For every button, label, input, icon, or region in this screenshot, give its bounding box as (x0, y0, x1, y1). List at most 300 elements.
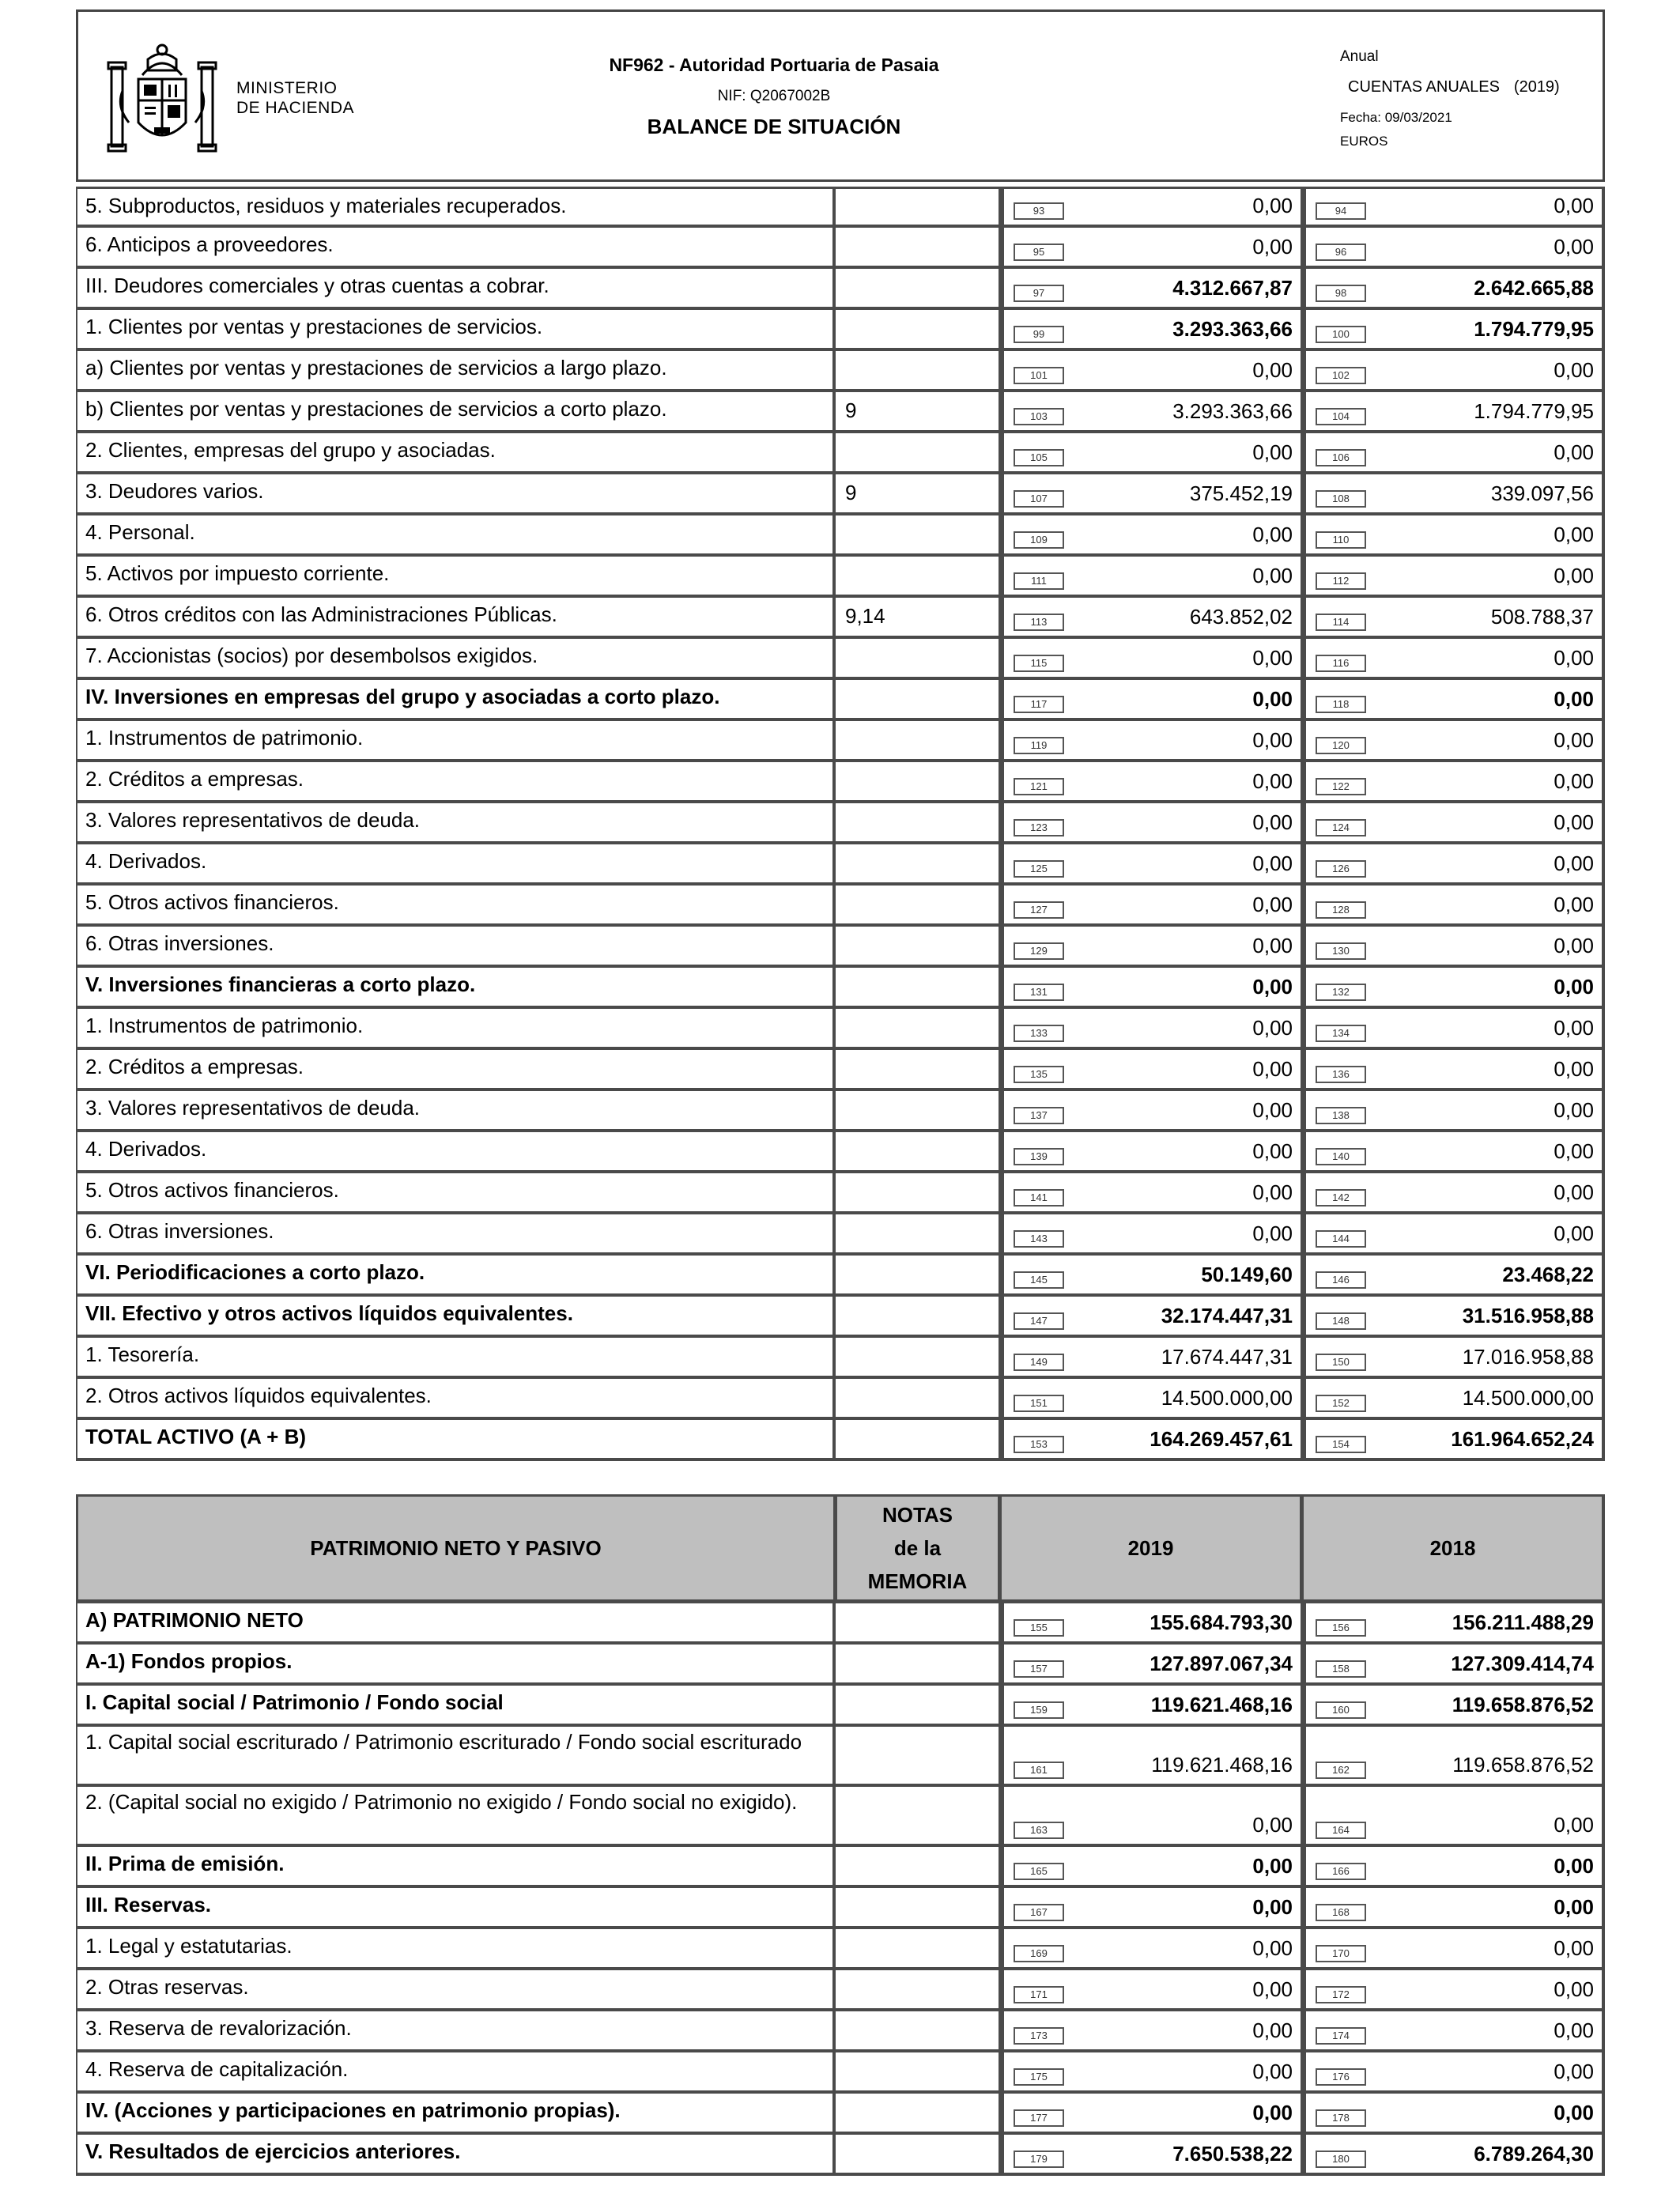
field-code: 156 (1316, 1619, 1366, 1637)
field-code: 170 (1316, 1945, 1366, 1962)
field-code: 105 (1014, 449, 1064, 466)
value-cell-current (1000, 1173, 1302, 1214)
value-cell-current (1000, 639, 1302, 680)
value-cell-previous (1302, 598, 1605, 639)
amount-previous: 0,00 (1554, 2101, 1594, 2124)
value-cell-current (1000, 187, 1302, 228)
table-row (76, 2094, 1605, 2135)
row-note (832, 310, 1000, 351)
row-label: II. Prima de emisión. (76, 1847, 832, 1888)
table-row (76, 2011, 1605, 2052)
amount-previous: 0,00 (1554, 687, 1594, 711)
value-cell-previous (1302, 557, 1605, 598)
value-cell-previous (1302, 474, 1605, 515)
field-code: 117 (1014, 696, 1064, 713)
amount-previous: 127.309.414,74 (1451, 1652, 1594, 1675)
row-label: 4. Derivados. (76, 844, 832, 886)
amount-current: 164.269.457,61 (1150, 1427, 1293, 1451)
amount-previous: 0,00 (1554, 810, 1594, 834)
row-note (832, 1379, 1000, 1420)
value-cell-previous (1302, 680, 1605, 721)
amount-previous: 6.789.264,30 (1474, 2142, 1594, 2166)
row-label: 6. Otras inversiones. (76, 927, 832, 968)
row-note (832, 433, 1000, 474)
row-label: 2. Clientes, empresas del grupo y asociadas. (76, 433, 832, 474)
field-code: 165 (1014, 1863, 1064, 1880)
value-cell-current (1000, 1603, 1302, 1645)
field-code: 100 (1316, 326, 1366, 343)
value-cell-previous (1302, 844, 1605, 886)
value-cell-previous (1302, 351, 1605, 392)
row-label: III. Deudores comerciales y otras cuentas a cobrar. (76, 269, 832, 310)
row-note (832, 968, 1000, 1009)
row-label: a) Clientes por ventas y prestaciones de servicios a largo plazo. (76, 351, 832, 392)
amount-current: 375.452,19 (1189, 481, 1293, 505)
amount-previous: 0,00 (1554, 2060, 1594, 2083)
row-note (832, 1686, 1000, 1727)
field-code: 124 (1316, 819, 1366, 836)
amount-current: 0,00 (1252, 769, 1293, 793)
table-row (76, 1050, 1605, 1091)
header-section-label: PATRIMONIO NETO Y PASIVO (76, 1494, 836, 1603)
amount-current: 0,00 (1252, 564, 1293, 587)
field-code: 178 (1316, 2109, 1366, 2127)
amount-previous: 0,00 (1554, 1813, 1594, 1837)
header-year-current: 2019 (1000, 1494, 1302, 1603)
row-note (832, 1297, 1000, 1338)
field-code: 171 (1014, 1986, 1064, 2003)
row-note (832, 1173, 1000, 1214)
value-cell-current (1000, 680, 1302, 721)
value-cell-previous (1302, 1338, 1605, 1379)
field-code: 159 (1014, 1701, 1064, 1719)
row-note (832, 927, 1000, 968)
currency-unit: EUROS (1340, 134, 1388, 149)
row-note (832, 1888, 1000, 1929)
table-row (76, 886, 1605, 927)
amount-current: 0,00 (1252, 194, 1293, 217)
amount-previous: 0,00 (1554, 975, 1594, 999)
field-code: 152 (1316, 1395, 1366, 1412)
field-code: 144 (1316, 1230, 1366, 1248)
field-code: 157 (1014, 1660, 1064, 1678)
amount-previous: 0,00 (1554, 194, 1594, 217)
row-note (832, 1420, 1000, 1461)
field-code: 151 (1014, 1395, 1064, 1412)
value-cell-previous (1302, 1603, 1605, 1645)
row-label: 1. Capital social escriturado / Patrimonio escriturado / Fondo social escriturado (76, 1727, 832, 1787)
field-code: 142 (1316, 1189, 1366, 1207)
row-note (832, 1214, 1000, 1256)
field-code: 133 (1014, 1025, 1064, 1042)
field-code: 122 (1316, 778, 1366, 795)
row-label: 1. Instrumentos de patrimonio. (76, 721, 832, 762)
amount-previous: 0,00 (1554, 646, 1594, 670)
amount-previous: 0,00 (1554, 440, 1594, 464)
value-cell-current (1000, 1787, 1302, 1847)
row-note (832, 1132, 1000, 1173)
value-cell-previous (1302, 886, 1605, 927)
value-cell-current (1000, 1297, 1302, 1338)
value-cell-current (1000, 557, 1302, 598)
field-code: 161 (1014, 1762, 1064, 1779)
entity-name: NF962 - Autoridad Portuaria de Pasaia (609, 55, 939, 75)
amount-previous: 1.794.779,95 (1474, 317, 1594, 341)
field-code: 174 (1316, 2027, 1366, 2045)
table-row (76, 1603, 1605, 1645)
field-code: 148 (1316, 1312, 1366, 1330)
table-row (76, 1132, 1605, 1173)
field-code: 106 (1316, 449, 1366, 466)
row-note (832, 2011, 1000, 2052)
amount-current: 0,00 (1252, 1057, 1293, 1081)
row-label: 1. Legal y estatutarias. (76, 1929, 832, 1970)
table-row (76, 1297, 1605, 1338)
row-label: 2. Otras reservas. (76, 1970, 832, 2011)
amount-current: 0,00 (1252, 1180, 1293, 1204)
field-code: 126 (1316, 860, 1366, 878)
row-note (832, 515, 1000, 557)
row-note (832, 1091, 1000, 1132)
value-cell-current (1000, 1847, 1302, 1888)
row-note (832, 351, 1000, 392)
value-cell-current (1000, 2094, 1302, 2135)
field-code: 108 (1316, 490, 1366, 508)
value-cell-current (1000, 1132, 1302, 1173)
field-code: 155 (1014, 1619, 1064, 1637)
row-label: A) PATRIMONIO NETO (76, 1603, 832, 1645)
amount-current: 643.852,02 (1189, 605, 1293, 629)
row-label: 1. Tesorería. (76, 1338, 832, 1379)
row-label: TOTAL ACTIVO (A + B) (76, 1420, 832, 1461)
amount-previous: 0,00 (1554, 1180, 1594, 1204)
amount-previous: 31.516.958,88 (1462, 1304, 1594, 1327)
value-cell-current (1000, 1420, 1302, 1461)
field-code: 102 (1316, 367, 1366, 384)
amount-previous: 1.794.779,95 (1474, 399, 1594, 423)
amount-previous: 339.097,56 (1490, 481, 1594, 505)
amount-previous: 0,00 (1554, 1057, 1594, 1081)
value-cell-previous (1302, 1009, 1605, 1050)
value-cell-previous (1302, 433, 1605, 474)
field-code: 95 (1014, 244, 1064, 261)
amount-current: 0,00 (1252, 1139, 1293, 1163)
value-cell-current (1000, 269, 1302, 310)
table-row (76, 474, 1605, 515)
row-note (832, 228, 1000, 269)
amount-previous: 0,00 (1554, 1098, 1594, 1122)
table-row (76, 1888, 1605, 1929)
amount-previous: 0,00 (1554, 769, 1594, 793)
amount-current: 0,00 (1252, 358, 1293, 382)
amount-current: 0,00 (1252, 1854, 1293, 1878)
field-code: 134 (1316, 1025, 1366, 1042)
value-cell-previous (1302, 515, 1605, 557)
row-label: 4. Personal. (76, 515, 832, 557)
row-note (832, 1603, 1000, 1645)
value-cell-current (1000, 598, 1302, 639)
amount-current: 127.897.067,34 (1150, 1652, 1293, 1675)
amount-previous: 0,00 (1554, 1016, 1594, 1040)
row-label: 4. Reserva de capitalización. (76, 2052, 832, 2094)
amount-previous: 0,00 (1554, 2018, 1594, 2042)
field-code: 176 (1316, 2068, 1366, 2086)
row-label: VI. Periodificaciones a corto plazo. (76, 1256, 832, 1297)
field-code: 119 (1014, 737, 1064, 754)
ministry-name: MINISTERIO DE HACIENDA (236, 79, 355, 117)
amount-current: 0,00 (1252, 646, 1293, 670)
field-code: 99 (1014, 326, 1064, 343)
row-note (832, 2052, 1000, 2094)
row-note: 9 (832, 474, 1000, 515)
field-code: 145 (1014, 1271, 1064, 1289)
field-code: 136 (1316, 1066, 1366, 1083)
report-label: CUENTAS ANUALES (2019) (1348, 78, 1560, 96)
row-label: 1. Instrumentos de patrimonio. (76, 1009, 832, 1050)
field-code: 154 (1316, 1436, 1366, 1453)
amount-current: 0,00 (1252, 1098, 1293, 1122)
table-row (76, 515, 1605, 557)
row-label: 2. Créditos a empresas. (76, 762, 832, 803)
table-row (76, 1727, 1605, 1787)
row-label: 2. Créditos a empresas. (76, 1050, 832, 1091)
field-code: 179 (1014, 2151, 1064, 2168)
table-row (76, 2052, 1605, 2094)
amount-current: 32.174.447,31 (1161, 1304, 1293, 1327)
field-code: 123 (1014, 819, 1064, 836)
table-row (76, 1338, 1605, 1379)
row-label: 5. Otros activos financieros. (76, 886, 832, 927)
value-cell-current (1000, 392, 1302, 433)
amount-previous: 0,00 (1554, 934, 1594, 957)
value-cell-previous (1302, 1645, 1605, 1686)
table-row (76, 1420, 1605, 1461)
amount-current: 0,00 (1252, 1222, 1293, 1245)
value-cell-current (1000, 2011, 1302, 2052)
field-code: 150 (1316, 1354, 1366, 1371)
amount-previous: 0,00 (1554, 235, 1594, 259)
table-row (76, 762, 1605, 803)
table-row (76, 228, 1605, 269)
row-label: 6. Otras inversiones. (76, 1214, 832, 1256)
amount-current: 7.650.538,22 (1172, 2142, 1293, 2166)
row-note (832, 269, 1000, 310)
value-cell-previous (1302, 1727, 1605, 1787)
value-cell-current (1000, 1214, 1302, 1256)
amount-current: 0,00 (1252, 2060, 1293, 2083)
value-cell-current (1000, 1009, 1302, 1050)
amount-current: 155.684.793,30 (1150, 1611, 1293, 1634)
value-cell-previous (1302, 2011, 1605, 2052)
row-note (832, 680, 1000, 721)
field-code: 166 (1316, 1863, 1366, 1880)
value-cell-previous (1302, 1256, 1605, 1297)
value-cell-previous (1302, 1379, 1605, 1420)
amount-current: 0,00 (1252, 2018, 1293, 2042)
value-cell-current (1000, 228, 1302, 269)
amount-previous: 508.788,37 (1490, 605, 1594, 629)
amount-current: 0,00 (1252, 1936, 1293, 1960)
row-label: 7. Accionistas (socios) por desembolsos exigidos. (76, 639, 832, 680)
field-code: 175 (1014, 2068, 1064, 2086)
row-label: V. Inversiones financieras a corto plazo. (76, 968, 832, 1009)
row-label: 2. (Capital social no exigido / Patrimonio no exigido / Fondo social no exigido). (76, 1787, 832, 1847)
amount-current: 0,00 (1252, 810, 1293, 834)
value-cell-previous (1302, 187, 1605, 228)
equity-rows (76, 1603, 1605, 2176)
report-header (76, 9, 1605, 182)
value-cell-previous (1302, 1173, 1605, 1214)
field-code: 97 (1014, 285, 1064, 302)
value-cell-current (1000, 803, 1302, 844)
table-row (76, 1929, 1605, 1970)
header-year-previous: 2018 (1302, 1494, 1605, 1603)
value-cell-previous (1302, 1686, 1605, 1727)
asset-table (76, 187, 1605, 1461)
field-code: 118 (1316, 696, 1366, 713)
amount-current: 0,00 (1252, 440, 1293, 464)
row-label: b) Clientes por ventas y prestaciones de servicios a corto plazo. (76, 392, 832, 433)
table-row (76, 680, 1605, 721)
field-code: 93 (1014, 202, 1064, 220)
field-code: 146 (1316, 1271, 1366, 1289)
value-cell-previous (1302, 2094, 1605, 2135)
field-code: 130 (1316, 942, 1366, 960)
value-cell-current (1000, 721, 1302, 762)
field-code: 138 (1316, 1107, 1366, 1124)
value-cell-previous (1302, 1970, 1605, 2011)
value-cell-previous (1302, 269, 1605, 310)
field-code: 98 (1316, 285, 1366, 302)
field-code: 160 (1316, 1701, 1366, 1719)
header-notes: NOTAS de la MEMORIA (836, 1494, 1000, 1603)
table-row (76, 2135, 1605, 2176)
value-cell-current (1000, 1970, 1302, 2011)
field-code: 135 (1014, 1066, 1064, 1083)
field-code: 121 (1014, 778, 1064, 795)
value-cell-current (1000, 515, 1302, 557)
table-row (76, 1970, 1605, 2011)
value-cell-current (1000, 474, 1302, 515)
field-code: 110 (1316, 531, 1366, 549)
amount-previous: 0,00 (1554, 1936, 1594, 1960)
field-code: 104 (1316, 408, 1366, 425)
amount-previous: 0,00 (1554, 1222, 1594, 1245)
amount-previous: 0,00 (1554, 358, 1594, 382)
value-cell-current (1000, 1091, 1302, 1132)
table-row (76, 1787, 1605, 1847)
amount-current: 0,00 (1252, 934, 1293, 957)
value-cell-previous (1302, 803, 1605, 844)
value-cell-current (1000, 968, 1302, 1009)
row-note (832, 2094, 1000, 2135)
value-cell-previous (1302, 2135, 1605, 2176)
amount-current: 0,00 (1252, 852, 1293, 875)
field-code: 141 (1014, 1189, 1064, 1207)
table-row (76, 1379, 1605, 1420)
amount-previous: 156.211.488,29 (1452, 1611, 1594, 1634)
field-code: 96 (1316, 244, 1366, 261)
amount-previous: 0,00 (1554, 1977, 1594, 2001)
field-code: 172 (1316, 1986, 1366, 2003)
field-code: 94 (1316, 202, 1366, 220)
amount-current: 0,00 (1252, 687, 1293, 711)
row-note (832, 721, 1000, 762)
field-code: 180 (1316, 2151, 1366, 2168)
value-cell-current (1000, 1888, 1302, 1929)
value-cell-current (1000, 886, 1302, 927)
amount-current: 17.674.447,31 (1161, 1345, 1293, 1369)
value-cell-current (1000, 844, 1302, 886)
table-row (76, 844, 1605, 886)
row-note: 9,14 (832, 598, 1000, 639)
row-label: A-1) Fondos propios. (76, 1645, 832, 1686)
field-code: 125 (1014, 860, 1064, 878)
value-cell-previous (1302, 762, 1605, 803)
table-row (76, 1686, 1605, 1727)
table-row (76, 1645, 1605, 1686)
amount-previous: 0,00 (1554, 523, 1594, 546)
value-cell-previous (1302, 721, 1605, 762)
value-cell-current (1000, 1338, 1302, 1379)
value-cell-current (1000, 433, 1302, 474)
field-code: 153 (1014, 1436, 1064, 1453)
amount-current: 4.312.667,87 (1172, 276, 1293, 300)
amount-previous: 0,00 (1554, 852, 1594, 875)
field-code: 112 (1316, 572, 1366, 590)
field-code: 116 (1316, 655, 1366, 672)
amount-previous: 0,00 (1554, 1854, 1594, 1878)
table-row (76, 1256, 1605, 1297)
equity-liabilities-table (76, 1494, 1605, 2176)
table-row (76, 1009, 1605, 1050)
row-note (832, 2135, 1000, 2176)
value-cell-previous (1302, 228, 1605, 269)
field-code: 109 (1014, 531, 1064, 549)
amount-previous: 0,00 (1554, 1895, 1594, 1919)
row-note (832, 1338, 1000, 1379)
amount-current: 119.621.468,16 (1151, 1753, 1293, 1777)
amount-previous: 23.468,22 (1502, 1263, 1594, 1286)
row-label: 3. Valores representativos de deuda. (76, 803, 832, 844)
row-note (832, 803, 1000, 844)
field-code: 173 (1014, 2027, 1064, 2045)
field-code: 131 (1014, 984, 1064, 1001)
field-code: 129 (1014, 942, 1064, 960)
row-label: 5. Otros activos financieros. (76, 1173, 832, 1214)
row-note (832, 1847, 1000, 1888)
field-code: 164 (1316, 1822, 1366, 1839)
value-cell-current (1000, 927, 1302, 968)
row-note (832, 1645, 1000, 1686)
field-code: 169 (1014, 1945, 1064, 1962)
table-row (76, 968, 1605, 1009)
amount-current: 0,00 (1252, 523, 1293, 546)
value-cell-previous (1302, 1297, 1605, 1338)
row-label: 5. Activos por impuesto corriente. (76, 557, 832, 598)
table-row (76, 1173, 1605, 1214)
value-cell-previous (1302, 1888, 1605, 1929)
field-code: 149 (1014, 1354, 1064, 1371)
field-code: 120 (1316, 737, 1366, 754)
row-note (832, 1256, 1000, 1297)
field-code: 107 (1014, 490, 1064, 508)
field-code: 158 (1316, 1660, 1366, 1678)
table-row (76, 803, 1605, 844)
value-cell-previous (1302, 310, 1605, 351)
value-cell-previous (1302, 1420, 1605, 1461)
field-code: 114 (1316, 614, 1366, 631)
